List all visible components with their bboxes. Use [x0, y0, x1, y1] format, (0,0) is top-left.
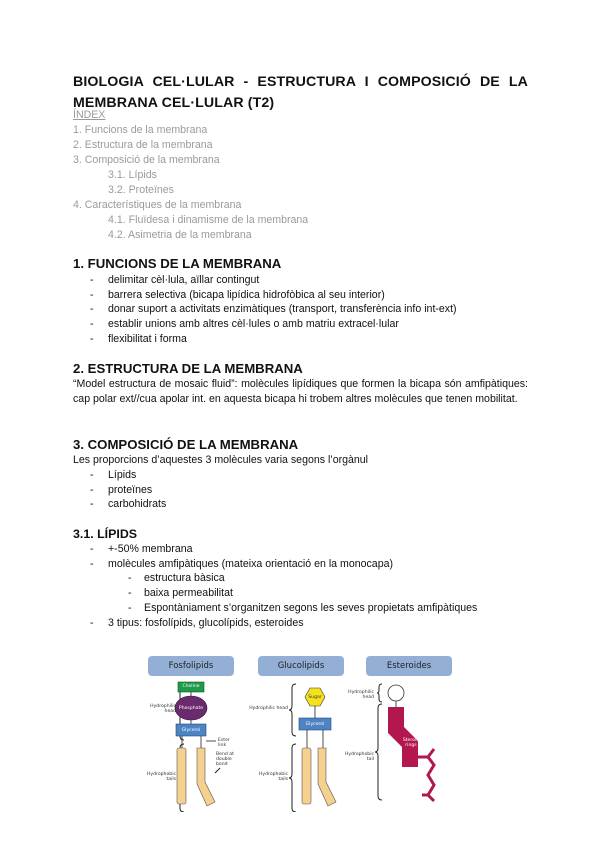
list-item: - flexibilitat i forma — [73, 332, 457, 347]
steroid-rings — [388, 707, 418, 767]
label-phosphate: Phosphate — [178, 706, 204, 711]
index-item[interactable]: 1. Funcions de la membrana — [73, 124, 208, 136]
label-hydrophobic-tail: Hydrophobic tail — [344, 752, 374, 762]
list-item: - +-50% membrana — [73, 542, 477, 557]
list-item: - molècules amfipàtiques (mateixa orientació en la monocapa) — [73, 557, 477, 572]
section-heading-composicio: 3. COMPOSICIÓ DE LA MEMBRANA — [73, 437, 299, 452]
label-hydrophobic-tails: Hydrophobic tails — [146, 772, 176, 782]
label-glycerol: Glycerol — [181, 728, 201, 733]
label-choline: Choline — [182, 684, 200, 689]
saturated-tail — [177, 748, 186, 804]
section-heading-lipids: 3.1. LÍPIDS — [73, 527, 138, 541]
list-item: - estructura bàsica — [73, 571, 477, 586]
index-item[interactable]: 3.1. Lípids — [108, 169, 157, 181]
phospholipid-diagram — [175, 682, 220, 812]
label-glycerol: Glycerol — [305, 722, 325, 727]
label-hydrophilic-head: Hydrophilic head — [150, 704, 176, 714]
category-header-esteroides: Esteroides — [366, 656, 452, 676]
list-item: - Lípids — [73, 468, 166, 483]
fatty-acid-tail — [302, 748, 311, 804]
label-steroid-rings: Steroid rings — [402, 738, 420, 748]
section-heading-funcions: 1. FUNCIONS DE LA MEMBRANA — [73, 256, 282, 271]
index-item[interactable]: 3.2. Proteïnes — [108, 184, 174, 196]
fatty-acid-tail — [318, 748, 336, 806]
lipids-list — [73, 542, 477, 630]
section-heading-estructura: 2. ESTRUCTURA DE LA MEMBRANA — [73, 361, 303, 376]
list-item: - baixa permeabilitat — [73, 586, 477, 601]
category-header-glucolipids: Glucolipids — [258, 656, 344, 676]
label-ester-link: Ester link — [218, 738, 230, 748]
index-item[interactable]: 4. Característiques de la membrana — [73, 199, 242, 211]
list-item: - barrera selectiva (bicapa lipídica hidrofòbica al seu interior) — [73, 288, 457, 303]
composicio-list — [73, 468, 166, 512]
index-item[interactable]: 3. Composició de la membrana — [73, 154, 220, 166]
title-line-1: BIOLOGIA CEL·LULAR - ESTRUCTURA I COMPOSICIÓ DE LA — [73, 74, 528, 90]
label-bend-double-bond: Bend at double bond — [216, 752, 234, 767]
title-line-2: MEMBRANA CEL·LULAR (T2) — [73, 95, 275, 111]
label-sugar: Sugar — [308, 695, 322, 700]
list-item: - delimitar cèl·lula, aïllar contingut — [73, 273, 457, 288]
label-hydrophobic-tails: Hydrophobic tails — [258, 772, 288, 782]
list-item: - proteïnes — [73, 483, 166, 498]
list-item: - carbohidrats — [73, 497, 166, 512]
index-item[interactable]: 2. Estructura de la membrana — [73, 139, 213, 151]
lipid-types-figure — [140, 652, 470, 812]
list-item: - donar suport a activitats enzimàtiques (transport, transferència info int-ext) — [73, 302, 457, 317]
category-header-fosfolipids: Fosfolipids — [148, 656, 234, 676]
label-hydrophilic-head: Hydrophilic head — [348, 690, 374, 700]
funcions-list — [73, 273, 457, 347]
unsaturated-tail — [197, 748, 215, 806]
index-header[interactable]: ÍNDEX — [73, 109, 106, 121]
label-hydrophilic-head: Hydrophilic head — [249, 706, 288, 711]
estructura-paragraph: “Model estructura de mosaic fluid”: molècules lipídiques que formen la bicapa són amfipàtiques: cap polar ext//cua apolar int. en aquesta bicapa hi trobem altres molècules que tenen mobilitat. — [73, 378, 528, 405]
list-item: - 3 tipus: fosfolípids, glucolípids, esteroides — [73, 616, 477, 631]
hydrophilic-head-circle — [388, 685, 404, 701]
index-item[interactable]: 4.1. Fluïdesa i dinamisme de la membrana — [108, 214, 309, 226]
index-item[interactable]: 4.2. Asimetria de la membrana — [108, 229, 252, 241]
table-of-contents — [73, 108, 308, 243]
glycolipid-diagram — [289, 684, 336, 812]
list-item: - Espontàniament s’organitzen segons les seves propietats amfipàtiques — [73, 601, 477, 616]
composicio-intro: Les proporcions d’aquestes 3 molècules varia segons l’orgànul — [73, 454, 369, 466]
list-item: - establir unions amb altres cèl·lules o amb matriu extracel·lular — [73, 317, 457, 332]
